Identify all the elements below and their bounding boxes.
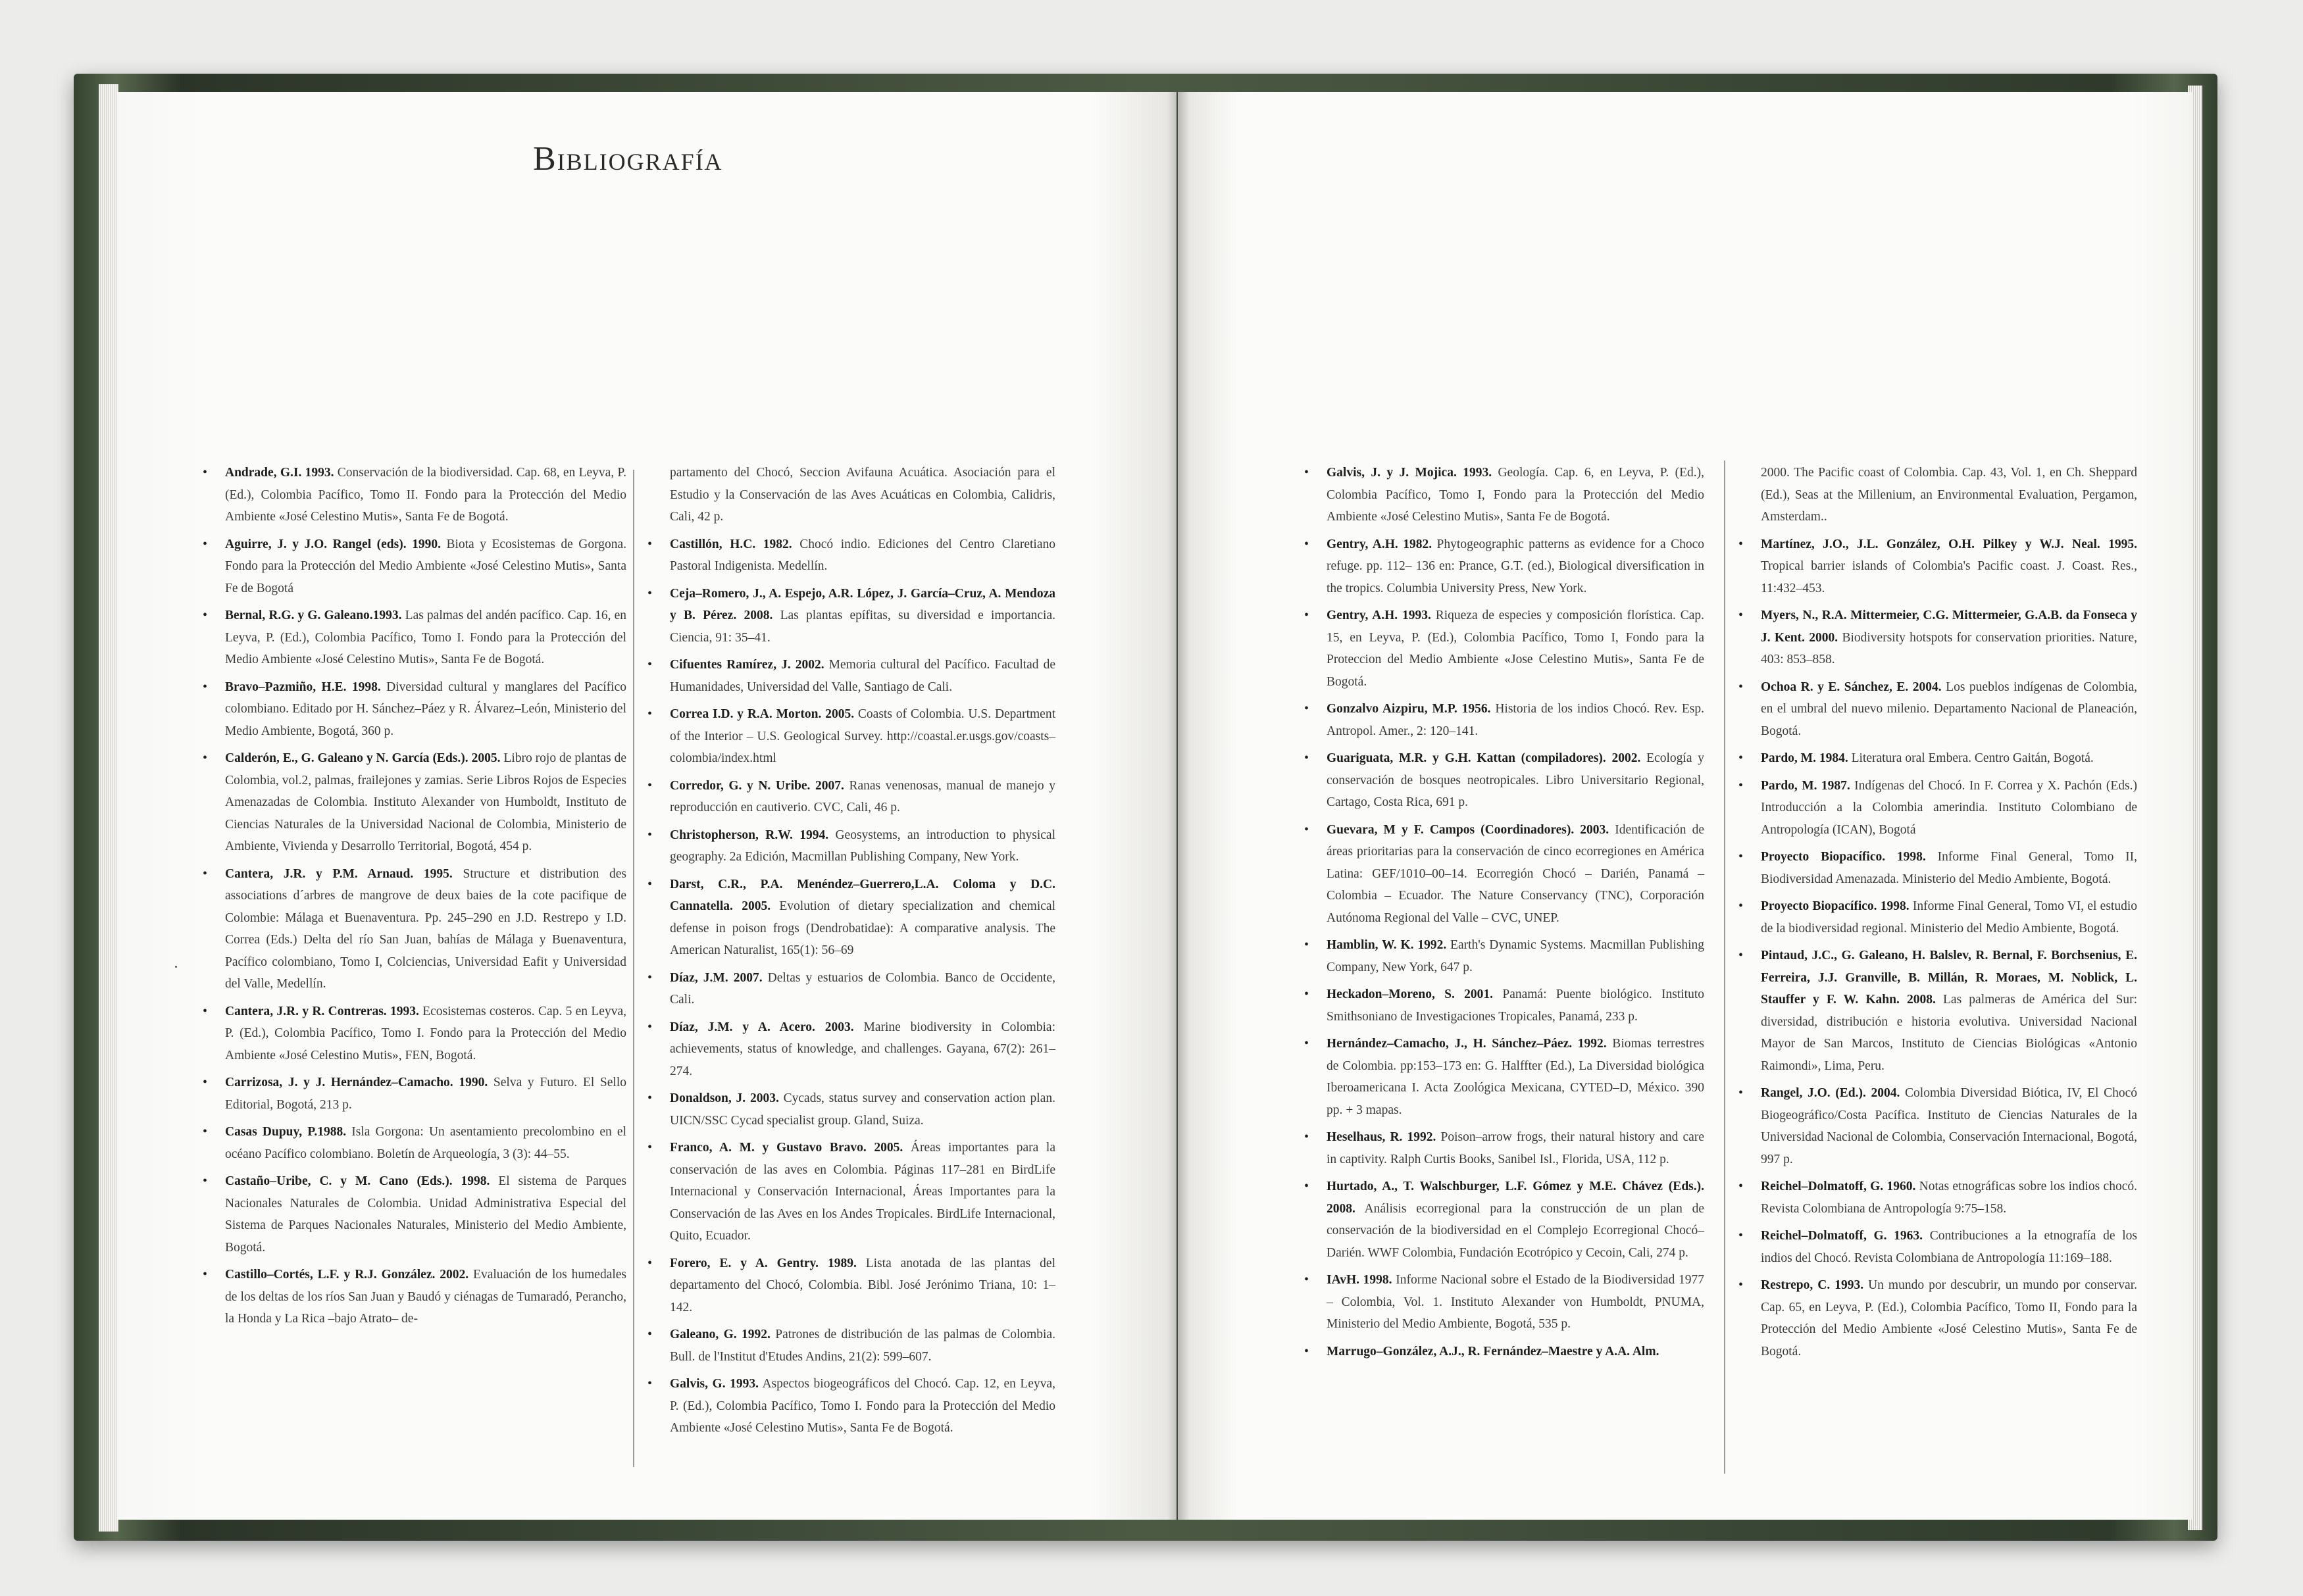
entry-text: Chocó indio. Ediciones del Centro Claretiano Pastoral Indigenista. Medellín. — [670, 537, 1055, 573]
bullet-icon: • — [1304, 987, 1309, 1001]
bullet-icon: • — [647, 970, 653, 985]
bibliography-entry — [1304, 747, 1704, 814]
bullet-icon: • — [1738, 1179, 1744, 1193]
page-title: Bibliografía — [533, 140, 723, 178]
entry-author: Pardo, M. 1987. — [1761, 778, 1850, 793]
bibliography-entry — [1304, 1176, 1704, 1264]
bibliography-column-4 — [1738, 462, 2138, 1368]
entry-author: Guariguata, M.R. y G.H. Kattan (compiladores). 2002. — [1327, 751, 1641, 765]
entry-author: Heckadon–Moreno, S. 2001. — [1327, 987, 1494, 1001]
entry-author: Correa I.D. y R.A. Morton. 2005. — [670, 707, 855, 721]
entry-author: Donaldson, J. 2003. — [670, 1091, 779, 1105]
bibliography-entry — [1304, 462, 1704, 528]
bullet-icon: • — [203, 536, 208, 551]
entry-author: Rangel, J.O. (Ed.). 2004. — [1761, 1086, 1900, 1100]
margin-mark — [175, 966, 177, 968]
bullet-icon: • — [1304, 1036, 1309, 1051]
entry-author: Forero, E. y A. Gentry. 1989. — [670, 1256, 857, 1270]
bibliography-entry — [1738, 895, 2137, 939]
bibliography-entry — [1738, 1274, 2137, 1362]
bullet-icon: • — [203, 679, 208, 694]
bullet-icon: • — [1738, 1278, 1744, 1292]
bibliography-entry — [647, 1253, 1055, 1319]
entry-author: Pardo, M. 1984. — [1761, 751, 1848, 765]
entry-text: Biota y Ecosistemas de Gorgona. Fondo para la Protección del Medio Ambiente «José Celestino Mutis», Santa Fe de Bogotá — [225, 537, 626, 595]
column-divider-left — [633, 470, 634, 1467]
page-edges-left — [99, 84, 118, 1532]
bibliography-entry — [647, 534, 1055, 578]
bibliography-entry — [670, 462, 1055, 528]
bibliography-entry — [203, 1001, 626, 1067]
entry-text: Geosystems, an introduction to physical geography. 2a Edición, Macmillan Publishing Company, New York. — [670, 828, 1055, 864]
entry-author: Reichel–Dolmatoff, G. 1960. — [1761, 1180, 1916, 1193]
entry-text: Contribuciones a la etnografía de los indios del Chocó. Revista Colombiana de Antropología 11:169–188. — [1761, 1229, 2137, 1265]
bibliography-column-3 — [1304, 462, 1705, 1368]
entry-text: Ecología y conservación de bosques neotropicales. Libro Universitario Regional, Cartago, Costa Rica, 691 p. — [1327, 751, 1704, 809]
entry-text: Marine biodiversity in Colombia: achievements, status of knowledge, and challenges. Gayana, 67(2): 261–274. — [670, 1020, 1055, 1078]
bibliography-entry — [203, 1072, 627, 1116]
entry-text: Áreas importantes para la conservación de las aves en Colombia. Páginas 117–281 en BirdLife Internacional y Conservación Internacional, Áreas Importantes para la Conservación de las Aves en los Andes Tropicales. BirdLife Internacional, Quito, Ecuador. — [670, 1141, 1056, 1243]
bullet-icon: • — [1304, 937, 1309, 952]
bullet-icon: • — [203, 1075, 208, 1089]
entry-text: Deltas y estuarios de Colombia. Banco de Occidente, Cali. — [670, 970, 1055, 1007]
entry-author: Ochoa R. y E. Sánchez, E. 2004. — [1761, 680, 1942, 694]
bibliography-entry — [203, 1121, 626, 1165]
bullet-icon: • — [1304, 1130, 1309, 1144]
bullet-icon: • — [1738, 849, 1744, 864]
bibliography-entry — [203, 1170, 626, 1259]
entry-text: Selva y Futuro. El Sello Editorial, Bogotá, 213 p. — [225, 1076, 627, 1112]
entry-author: Galeano, G. 1992. — [670, 1328, 771, 1341]
bullet-icon: • — [1738, 679, 1744, 694]
bibliography-entry — [1304, 1269, 1704, 1335]
entry-author: Christopherson, R.W. 1994. — [670, 828, 829, 842]
entry-author: Gentry, A.H. 1993. — [1327, 609, 1431, 622]
bullet-icon: • — [203, 1124, 208, 1139]
bullet-icon: • — [1738, 608, 1744, 622]
entry-author: Marrugo–González, A.J., R. Fernández–Maestre y A.A. Alm. — [1327, 1344, 1659, 1359]
bibliography-entry — [203, 863, 626, 995]
entry-author: Castaño–Uribe, C. y M. Cano (Eds.). 1998. — [225, 1174, 490, 1188]
entry-author: Casas Dupuy, P.1988. — [225, 1125, 347, 1139]
entry-text: Panamá: Puente biológico. Instituto Smithsoniano de Investigaciones Tropicales, Panamá, 233 p. — [1327, 987, 1704, 1024]
entry-text: Biodiversity hotspots for conservation priorities. Nature, 403: 853–858. — [1761, 630, 2137, 666]
bibliography-entry — [647, 824, 1055, 868]
entry-author: Reichel–Dolmatoff, G. 1963. — [1761, 1229, 1923, 1243]
entry-author: Cifuentes Ramírez, J. 2002. — [670, 658, 824, 672]
bullet-icon: • — [203, 1267, 208, 1282]
bibliography-entry — [1761, 462, 2137, 528]
entry-author: Díaz, J.M. y A. Acero. 2003. — [670, 1020, 854, 1034]
entry-text: Lista anotada de las plantas del departamento del Chocó, Colombia. Bibl. José Jerónimo Triana, 10: 1–142. — [670, 1256, 1055, 1314]
entry-author: Myers, N., R.A. Mittermeier, C.G. Mittermeier, G.A.B. da Fonseca y J. Kent. 2000. — [1761, 609, 2137, 645]
entry-text: Historia de los indios Chocó. Rev. Esp. Antropol. Amer., 2: 120–141. — [1327, 702, 1704, 738]
entry-text: El sistema de Parques Nacionales Naturales de Colombia. Unidad Administrativa Especial del Sistema de Parques Nacionales Naturales, Ministerio del Medio Ambiente, Bogotá. — [225, 1174, 626, 1255]
entry-text: Earth's Dynamic Systems. Macmillan Publishing Company, New York, 647 p. — [1327, 938, 1704, 974]
entry-author: Martínez, J.O., J.L. González, O.H. Pilkey y W.J. Neal. 1995. — [1761, 537, 2137, 551]
bullet-icon: • — [647, 657, 653, 672]
bullet-icon: • — [203, 1003, 208, 1018]
entry-author: Gentry, A.H. 1982. — [1327, 537, 1432, 551]
bibliography-entry — [1738, 1176, 2137, 1220]
bullet-icon: • — [1738, 778, 1744, 793]
entry-text: Ecosistemas costeros. Cap. 5 en Leyva, P. (Ed.), Colombia Pacífico, Tomo I. Fondo para la Protección del Medio Ambiente «José Celestino Mutis», FEN, Bogotá. — [225, 1004, 626, 1062]
bibliography-entry — [647, 874, 1055, 962]
bibliography-entry — [647, 1137, 1056, 1247]
bibliography-entry — [203, 1264, 627, 1330]
entry-text: Identificación de áreas prioritarias para la conservación de cinco ecorregiones en América Latina: GEF/1010–00–14. Ecorregión Chocó – Darién, Panamá – Colombia – Ecuador. The Nature Conservancy (TNC), Corporación Autónoma Regional del Valle – CVC, UNEP. — [1327, 822, 1704, 925]
column-divider-right — [1724, 461, 1725, 1474]
bibliography-entry — [647, 703, 1055, 770]
entry-author: Aguirre, J. y J.O. Rangel (eds). 1990. — [225, 537, 441, 551]
entry-author: Guevara, M y F. Campos (Coordinadores). 2003. — [1327, 822, 1609, 837]
bibliography-entry — [1738, 775, 2137, 841]
bibliography-entry — [647, 1324, 1055, 1368]
bibliography-entry — [203, 676, 626, 743]
entry-text: Biomas terrestres de Colombia. pp:153–173 en: G. Halffter (Ed.), La Diversidad biológica Iberoamericana I. Acta Zoológica Mexicana, CYTED–D, México. 390 pp. + 3 mapas. — [1327, 1037, 1705, 1117]
bullet-icon: • — [647, 1019, 653, 1034]
entry-text: Análisis ecorregional para la construcción de un plan de conservación de la biodiversidad en el Complejo Ecorregional Chocó–Darién. WWF Colombia, Fundación Ecotrópico y Cecoin, Cali, 274 p. — [1327, 1201, 1704, 1260]
bibliography-entry — [203, 747, 627, 858]
entry-text: Aspectos biogeográficos del Chocó. Cap. 12, en Leyva, P. (Ed.), Colombia Pacífico, Tomo I. Fondo para la Protección del Medio Ambiente «José Celestino Mutis», Santa Fe de Bogotá. — [670, 1377, 1055, 1435]
entry-author: Franco, A. M. y Gustavo Bravo. 2005. — [670, 1141, 903, 1155]
bibliography-entry — [1304, 698, 1704, 742]
entry-text: Literatura oral Embera. Centro Gaitán, Bogotá. — [1848, 751, 2094, 765]
bibliography-entry — [203, 534, 626, 600]
entry-author: Castillón, H.C. 1982. — [670, 537, 792, 551]
bibliography-entry — [647, 1087, 1055, 1132]
bibliography-entry — [1304, 605, 1704, 693]
entry-author: Proyecto Biopacífico. 1998. — [1761, 850, 1926, 864]
bibliography-entry — [1304, 934, 1704, 978]
entry-text: Evolution of dietary specialization and chemical defense in poison frogs (Dendrobatidae): A comparative analysis. The American Naturalist, 165(1): 56–69 — [670, 899, 1055, 957]
bullet-icon: • — [1738, 899, 1744, 913]
bullet-icon: • — [647, 1255, 653, 1270]
entry-author: IAvH. 1998. — [1327, 1273, 1392, 1287]
entry-text: Informe Final General, Tomo II, Biodiversidad Amenazada. Ministerio del Medio Ambiente, Bogotá. — [1761, 850, 2137, 886]
entry-author: Heselhaus, R. 1992. — [1327, 1130, 1436, 1144]
entry-author: Hurtado, A., T. Walschburger, L.F. Gómez y M.E. Chávez (Eds.). 2008. — [1327, 1180, 1704, 1216]
entry-author: Andrade, G.I. 1993. — [225, 466, 334, 480]
entry-text: Phytogeographic patterns as evidence for a Choco refuge. pp. 112– 136 en: Prance, G.T. (ed.), Biological diversification in the tropics. Columbia University Press, New York. — [1327, 537, 1705, 595]
entry-text: Las palmeras de América del Sur: diversidad, distribución e historia evolutiva. Universidad Nacional Mayor de San Marcos, Instituto de Ciencias Biológicas «Antonio Raimondi», Lima, Peru. — [1761, 993, 2138, 1073]
bullet-icon: • — [1304, 1343, 1309, 1359]
entry-text: Indígenas del Chocó. In F. Correa y X. Pachón (Eds.) Introducción a la Colombia amerindia. Instituto Colombiano de Antropología (ICAN), Bogotá — [1761, 778, 2137, 837]
entry-author: Bernal, R.G. y G. Galeano.1993. — [225, 609, 402, 622]
bullet-icon: • — [1738, 948, 1744, 962]
bullet-icon: • — [647, 586, 653, 601]
bullet-icon: • — [647, 1376, 653, 1391]
entry-text: Isla Gorgona: Un asentamiento precolombino en el océano Pacífico colombiano. Boletín de Arqueología, 3 (3): 44–55. — [225, 1125, 626, 1161]
entry-text: Evaluación de los humedales de los deltas de los ríos San Juan y Baudó y ciénagas de Tumaradó, Perancho, la Honda y La Rica –bajo Atrato– de- — [225, 1268, 627, 1326]
entry-text: Informe Nacional sobre el Estado de la Biodiversidad 1977 – Colombia, Vol. 1. Instituto Alexander von Humboldt, PNUMA, Ministerio del Medio Ambiente, Bogotá, 535 p. — [1327, 1273, 1704, 1331]
bullet-icon: • — [1738, 1228, 1744, 1243]
bullet-icon: • — [647, 827, 653, 842]
bibliography-entry — [1304, 1341, 1704, 1363]
entry-author: Hamblin, W. K. 1992. — [1327, 938, 1447, 952]
bibliography-entry — [1304, 819, 1704, 930]
bullet-icon: • — [647, 778, 653, 793]
bibliography-entry — [647, 583, 1055, 649]
bibliography-entry — [203, 462, 626, 528]
entry-text: Cycads, status survey and conservation action plan. UICN/SSC Cycad specialist group. Gland, Suiza. — [670, 1091, 1055, 1128]
entry-text: Ranas venenosas, manual de manejo y reproducción en cautiverio. CVC, Cali, 46 p. — [670, 778, 1056, 814]
entry-author: Ceja–Romero, J., A. Espejo, A.R. López, J. García–Cruz, A. Mendoza y B. Pérez. 2008. — [670, 586, 1055, 622]
entry-author: Gonzalvo Aizpiru, M.P. 1956. — [1327, 702, 1491, 716]
entry-author: Bravo–Pazmiño, H.E. 1998. — [225, 680, 381, 694]
entry-author: Cantera, J.R. y P.M. Arnaud. 1995. — [225, 866, 453, 881]
entry-text: Diversidad cultural y manglares del Pacífico colombiano. Editado por H. Sánchez–Páez y R. Álvarez–León, Ministerio del Medio Ambiente, Bogotá, 360 p. — [225, 680, 626, 738]
entry-text: Las palmas del andén pacífico. Cap. 16, en Leyva, P. (Ed.), Colombia Pacífico, Tomo I. Fondo para la Protección del Medio Ambiente «José Celestino Mutis», Santa Fe de Bogotá. — [225, 609, 626, 666]
entry-author: Corredor, G. y N. Uribe. 2007. — [670, 778, 844, 793]
book-gutter — [1167, 92, 1190, 1520]
bullet-icon: • — [647, 536, 653, 551]
bullet-icon: • — [1304, 1179, 1309, 1193]
bibliography-entry — [1738, 534, 2137, 600]
bibliography-entry — [1304, 534, 1705, 600]
bibliography-entry — [1738, 605, 2137, 671]
entry-author: Carrizosa, J. y J. Hernández–Camacho. 1990. — [225, 1076, 488, 1089]
bibliography-column-2 — [647, 462, 1056, 1445]
bullet-icon: • — [203, 608, 208, 622]
bullet-icon: • — [647, 1091, 653, 1105]
bullet-icon: • — [203, 751, 208, 765]
bullet-icon: • — [1738, 536, 1744, 551]
bullet-icon: • — [647, 1140, 653, 1155]
entry-text: partamento del Chocó, Seccion Avifauna Acuática. Asociación para el Estudio y la Conservación de las Aves Acuáticas en Colombia, Calidris, Cali, 42 p. — [670, 466, 1055, 524]
bibliography-entry — [1738, 1082, 2137, 1170]
bibliography-entry — [1738, 945, 2138, 1077]
bullet-icon: • — [647, 707, 653, 721]
entry-text: Los pueblos indígenas de Colombia, en el umbral del nuevo milenio. Departamento Nacional de Planeación, Bogotá. — [1761, 680, 2138, 738]
bibliography-entry — [1738, 676, 2138, 743]
bullet-icon: • — [1304, 822, 1309, 837]
entry-text: Colombia Diversidad Biótica, IV, El Chocó Biogeográfico/Costa Pacífica. Instituto de Ciencias Naturales de la Universidad Nacional de Colombia, Conservación Internacional, Bogotá, 997 p. — [1761, 1086, 2137, 1166]
bullet-icon: • — [1304, 701, 1309, 716]
bibliography-entry — [1304, 984, 1704, 1028]
bullet-icon: • — [647, 876, 653, 891]
bullet-icon: • — [647, 1327, 653, 1341]
bibliography-entry — [1304, 1033, 1705, 1121]
entry-author: Hernández–Camacho, J., H. Sánchez–Páez. 1992. — [1327, 1037, 1607, 1051]
bullet-icon: • — [1304, 1272, 1309, 1287]
bullet-icon: • — [203, 465, 208, 480]
entry-author: Calderón, E., G. Galeano y N. García (Eds.). 2005. — [225, 751, 501, 765]
bibliography-column-1 — [203, 462, 627, 1335]
entry-text: Informe Final General, Tomo VI, el estudio de la biodiversidad regional. Ministerio del Medio Ambiente, Bogotá. — [1761, 899, 2137, 935]
bibliography-entry — [647, 775, 1056, 819]
bibliography-entry — [1304, 1126, 1704, 1170]
entry-author: Cantera, J.R. y R. Contreras. 1993. — [225, 1004, 419, 1018]
bibliography-entry — [647, 967, 1055, 1011]
entry-text: Conservación de la biodiversidad. Cap. 68, en Leyva, P. (Ed.), Colombia Pacífico, Tomo II. Fondo para la Protección del Medio Ambiente «José Celestino Mutis», Santa Fe de Bogotá. — [225, 466, 626, 524]
entry-author: Galvis, G. 1993. — [670, 1377, 759, 1391]
bullet-icon: • — [1304, 751, 1309, 765]
entry-text: Riqueza de especies y composición florística. Cap. 15, en Leyva, P. (Ed.), Colombia Pacífico, Tomo I, Fondo para la Proteccion del Medio Ambiente «Jose Celestino Mutis», Santa Fe de Bogotá. — [1327, 609, 1704, 689]
entry-text: Tropical barrier islands of Colombia's Pacific coast. J. Coast. Res., 11:432–453. — [1761, 559, 2137, 595]
bullet-icon: • — [1304, 465, 1309, 480]
entry-author: Díaz, J.M. 2007. — [670, 970, 763, 985]
entry-text: 2000. The Pacific coast of Colombia. Cap. 43, Vol. 1, en Ch. Sheppard (Ed.), Seas at the Millenium, an Environmental Evaluation, Pergamon, Amsterdam.. — [1761, 466, 2137, 524]
entry-author: Galvis, J. y J. Mojica. 1993. — [1327, 466, 1492, 480]
entry-text: Libro rojo de plantas de Colombia, vol.2, palmas, frailejones y zamias. Serie Libros Rojos de Especies Amenazadas de Colombia. Instituto Alexander von Humboldt, Instituto de Ciencias Naturales de la Universidad Nacional de Colombia, Ministerio de Ambiente, Vivienda y Desarrollo Territorial, Bogotá, 454 p. — [225, 751, 627, 853]
entry-text: Poison–arrow frogs, their natural history and care in captivity. Ralph Curtis Books, Sanibel Isl., Florida, USA, 112 p. — [1327, 1130, 1704, 1166]
bibliography-entry — [1738, 1225, 2137, 1269]
entry-text: Memoria cultural del Pacífico. Facultad de Humanidades, Universidad del Valle, Santiago de Cali. — [670, 658, 1055, 694]
entry-text: Las plantas epífitas, su diversidad e importancia. Ciencia, 91: 35–41. — [670, 609, 1055, 645]
bullet-icon: • — [203, 1174, 208, 1188]
entry-text: Coasts of Colombia. U.S. Department of the Interior – U.S. Geological Survey. http://coastal.er.usgs.gov/coasts–colombia/index.html — [670, 707, 1055, 765]
bibliography-entry — [647, 1373, 1055, 1439]
entry-text: Geología. Cap. 6, en Leyva, P. (Ed.), Colombia Pacífico, Tomo I, Fondo para la Protección del Medio Ambiente «José Celestino Mutis», Santa Fe de Bogotá. — [1327, 466, 1704, 524]
bibliography-entry — [1738, 846, 2137, 890]
bibliography-entry — [1738, 747, 2137, 770]
entry-text: Patrones de distribución de las palmas de Colombia. Bull. de l'Institut d'Etudes Andins, 21(2): 599–607. — [670, 1328, 1055, 1364]
bibliography-entry — [203, 605, 626, 671]
bullet-icon: • — [1304, 608, 1309, 622]
entry-text: Structure et distribution des associations d´arbres de mangrove de deux baies de la cote pacifique de Colombie: Málaga et Buenaventura. Pp. 245–290 en J.D. Restrepo y I.D. Correa (Eds.) Delta del río San Juan, bahías de Málaga y Buenaventura, Pacífico colombiano, Tomo I, Colciencias, Universidad Eafit y Universidad del Valle, Medellín. — [225, 866, 626, 991]
bullet-icon: • — [1304, 536, 1309, 551]
entry-author: Castillo–Cortés, L.F. y R.J. González. 2002. — [225, 1268, 469, 1282]
bibliography-entry — [647, 1016, 1055, 1083]
entry-author: Proyecto Biopacífico. 1998. — [1761, 899, 1910, 913]
entry-author: Pintaud, J.C., G. Galeano, H. Balslev, R. Bernal, F. Borchsenius, E. Ferreira, J.J. Granville, B. Millán, R. Moraes, M. Noblick, L. Stauffer y F. W. Kahn. 2008. — [1761, 949, 2137, 1007]
entry-text: Un mundo por descubrir, un mundo por conservar. Cap. 65, en Leyva, P. (Ed.), Colombia Pacífico, Tomo II, Fondo para la Protección del Medio Ambiente «José Celestino Mutis», Santa Fe de Bogotá. — [1761, 1278, 2137, 1359]
entry-author: Darst, C.R., P.A. Menéndez–Guerrero,L.A. Coloma y D.C. Cannatella. 2005. — [670, 877, 1055, 913]
entry-text: Notas etnográficas sobre los indios chocó. Revista Colombiana de Antropología 9:75–158. — [1761, 1180, 2137, 1216]
entry-author: Restrepo, C. 1993. — [1761, 1278, 1864, 1292]
bullet-icon: • — [203, 866, 208, 881]
bibliography-entry — [647, 654, 1055, 698]
bullet-icon: • — [1738, 751, 1744, 765]
bullet-icon: • — [1738, 1085, 1744, 1100]
